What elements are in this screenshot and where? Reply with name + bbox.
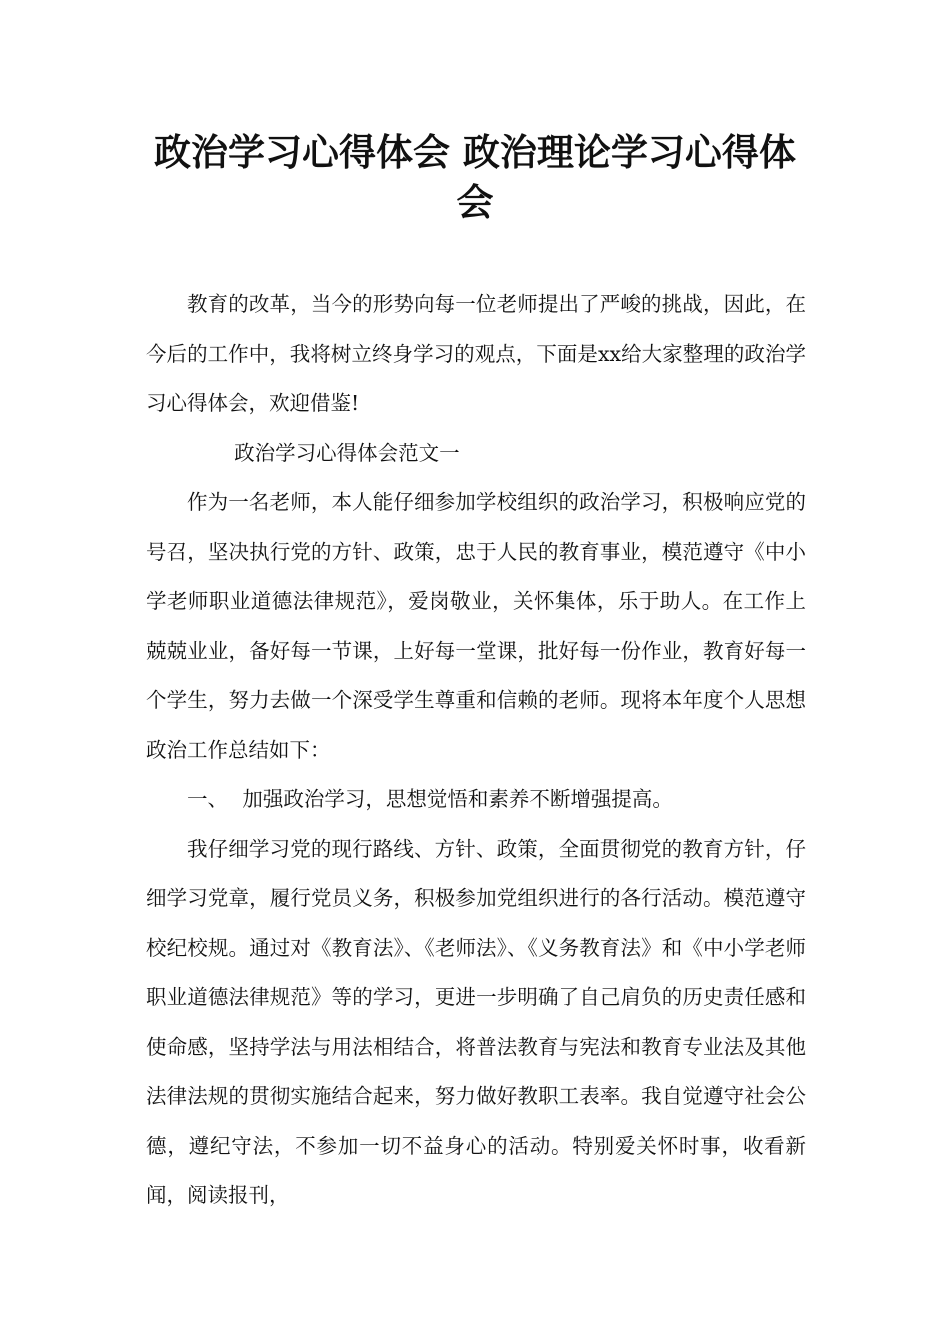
document-body — [146, 280, 806, 1221]
body-paragraph-2: 我仔细学习党的现行路线、方针、政策，全面贯彻党的教育方针，仔细学习党章，履行党员义务，积极参加党组织进行的各行活动。模范遵守校纪校规。通过对《教育法》、《老师法》、《义务教育法》和《中小学老师职业道德法律规范》等的学习，更进一步明确了自己肩负的历史责任感和使命感，坚持学法与用法相结合，将普法教育与宪法和教育专业法及其他法律法规的贯彻实施结合起来，努力做好教职工表率。我自觉遵守社会公德，遵纪守法，不参加一切不益身心的活动。特别爱关怀时事，收看新闻，阅读报刊， — [146, 836, 806, 1207]
list-number: 一、 — [187, 787, 228, 811]
intro-paragraph: 教育的改革，当今的形势向每一位老师提出了严峻的挑战，因此，在今后的工作中，我将树立终身学习的观点，下面是xx给大家整理的政治学习心得体会，欢迎借鉴! — [146, 292, 806, 415]
list-item-text: 加强政治学习，思想觉悟和素养不断增强提高。 — [242, 787, 673, 811]
list-item-1 — [146, 775, 806, 825]
section-subheading: 政治学习心得体会范文一 — [234, 440, 460, 465]
body-paragraph-1: 作为一名老师，本人能仔细参加学校组织的政治学习，积极响应党的号召，坚决执行党的方针、政策，忠于人民的教育事业，模范遵守《中小学老师职业道德法律规范》，爱岗敬业，关怀集体，乐于助人。在工作上兢兢业业，备好每一节课，上好每一堂课，批好每一份作业，教育好每一个学生，努力去做一个深受学生尊重和信赖的老师。现将本年度个人思想政治工作总结如下： — [146, 490, 806, 762]
document-title: 政治学习心得体会 政治理论学习心得体会 — [154, 131, 796, 224]
